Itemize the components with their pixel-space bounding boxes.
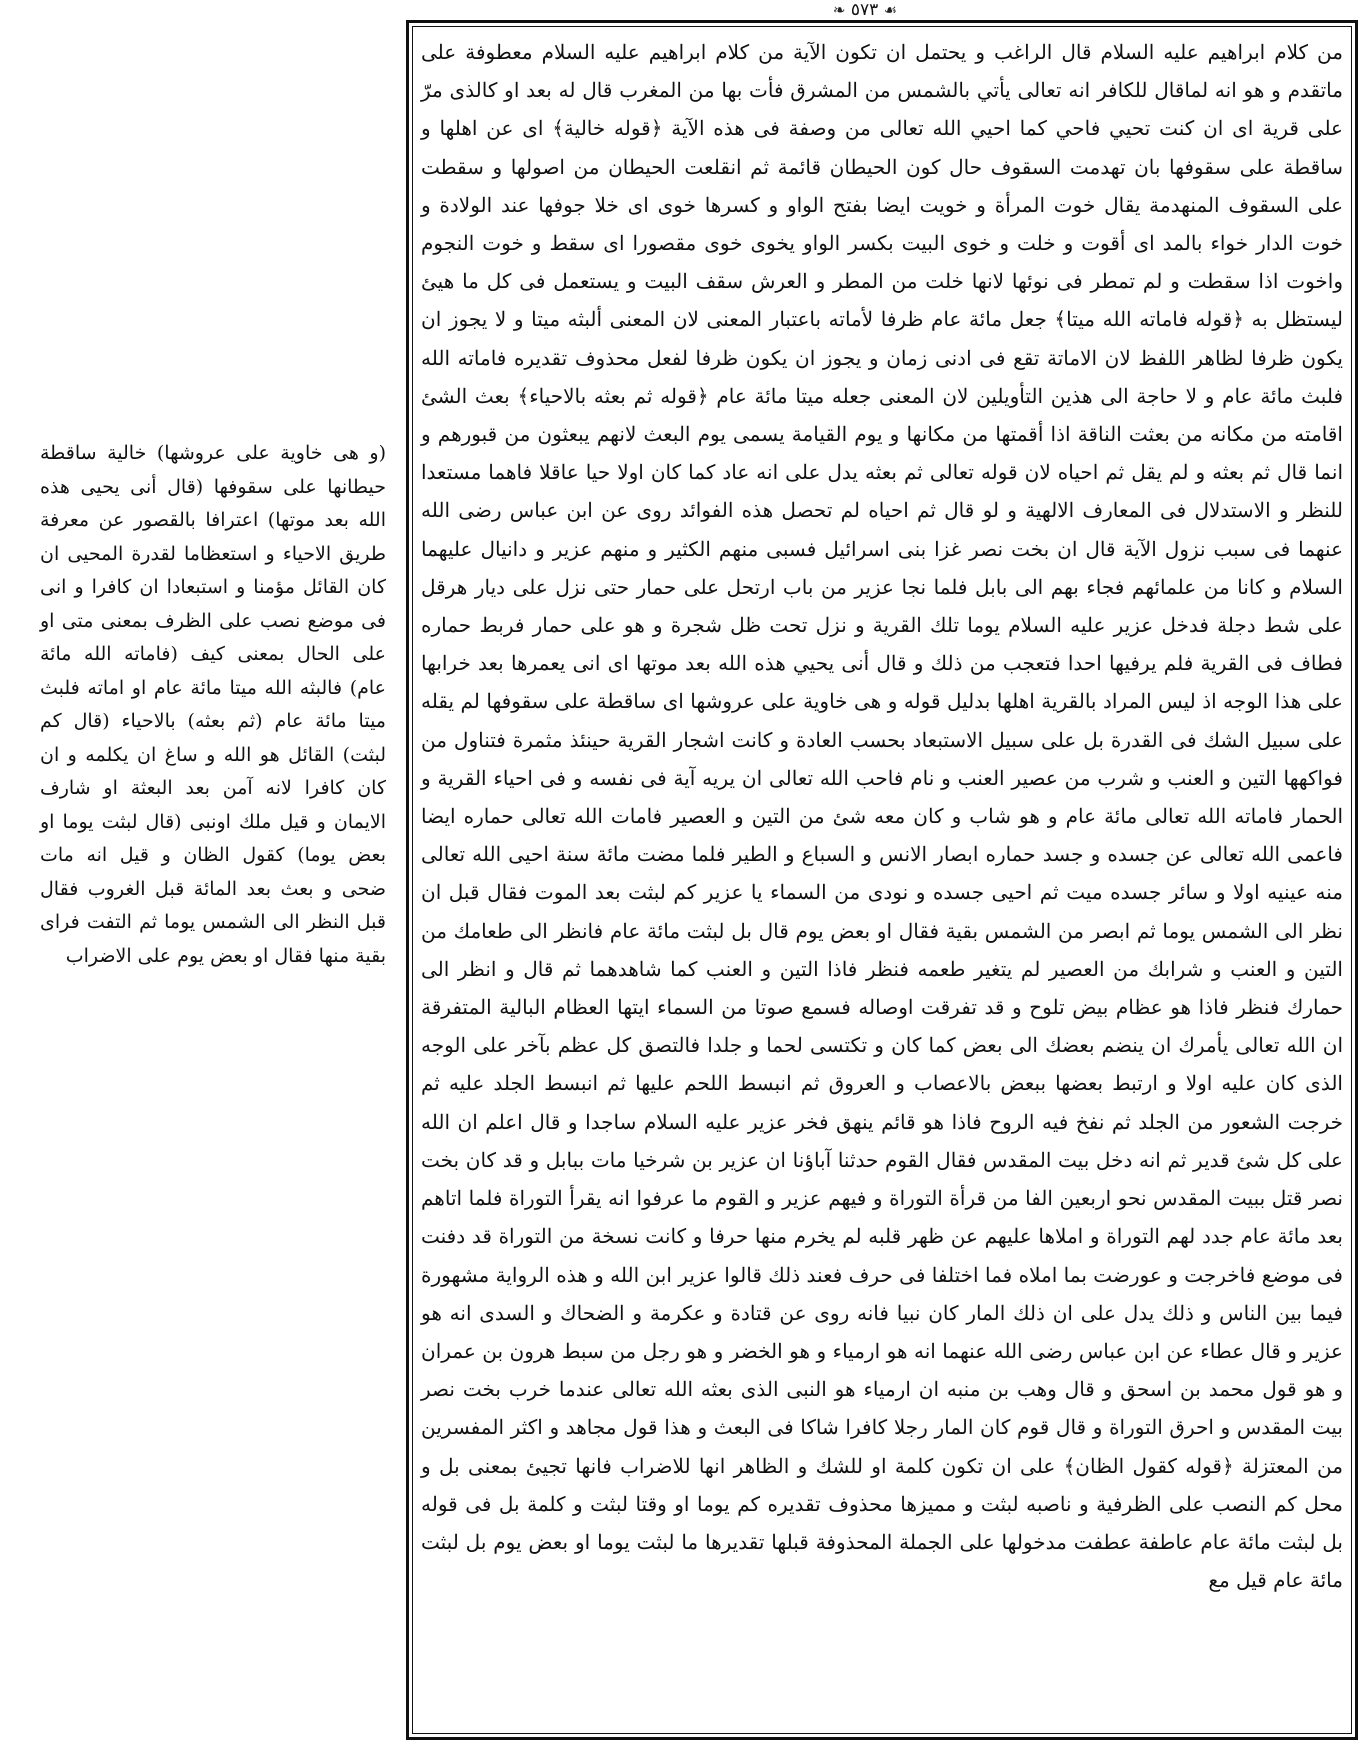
main-commentary bbox=[421, 33, 1343, 1599]
main-text-frame bbox=[406, 20, 1358, 1740]
main-commentary-paragraph: من كلام ابراهيم عليه السلام قال الراغب و يحتمل ان تكون الآية من كلام ابراهيم عليه السلام معطوفة على ماتقدم و هو انه لماقال للكافر انه تعالى يأتي بالشمس من المشرق فأت بها من المغرب قال له بعد او كالذى مرّ على قرية اى ان كنت تحيي فاحي كما احيي الله تعالى من وصفة فى هذه الآية ﴿قوله خالية﴾ اى عن اهلها و ساقطة على سقوفها بان تهدمت السقوف حال كون الحيطان قائمة ثم انقلعت الحيطان من اصولها و سقطت على السقوف المنهدمة يقال خوت المرأة و خويت ايضا بفتح الواو و كسرها خوى اى خلا جوفها عند الولادة و خوت الدار خواء بالمد اى أقوت و خلت و خوى البيت بكسر الواو يخوى خوى مقصورا اى سقط و خوت النجوم واخوت اذا سقطت و لم تمطر فى نوئها لانها خلت من المطر و العرش سقف البيت و يستعمل فى كل ما هيئ ليستظل به ﴿قوله فاماته الله ميتا﴾ جعل مائة عام ظرفا لأماته باعتبار المعنى لان المعنى ألبثه ميتا و لا يجوز ان يكون ظرفا لظاهر اللفظ لان الاماتة تقع فى ادنى زمان و يجوز ان يكون ظرفا لفعل محذوف تقديره فاماته الله فلبث مائة عام و لا حاجة الى هذين التأويلين لان المعنى جعله ميتا مائة عام ﴿قوله ثم بعثه بالاحياء﴾ بعث الشئ اقامته من مكانه من بعثت الناقة اذا أقمتها من مكانها و يوم القيامة يسمى يوم البعث لانهم يبعثون من قبورهم و انما قال ثم بعثه و لم يقل ثم احياه لان قوله تعالى ثم بعثه يدل على انه عاد كما كان اولا حيا عاقلا فاهما مستعدا للنظر و الاستدلال فى المعارف الالهية و لو قال ثم احياه لم تحصل هذه الفوائد روى عن ابن عباس رضى الله عنهما فى سبب نزول الآية قال ان بخت نصر غزا بنى اسرائيل فسبى منهم الكثير و منهم عزير و دانيال عليهما السلام و كانا من علمائهم فجاء بهم الى بابل فلما نجا عزير من باب ارتحل على حمار حتى نزل على ديار هرقل على شط دجلة فدخل عزير عليه السلام يوما تلك القرية و نزل تحت ظل شجرة و هو على حمار فربط حماره فطاف فى القرية فلم يرفيها احدا فتعجب من ذلك و قال أنى يحيي هذه الله بعد موتها اى انى يعمرها بعد خرابها على هذا الوجه اذ ليس المراد بالقرية اهلها بدليل قوله و هى خاوية على عروشها اى ساقطة على سقوفها لم يقله على سبيل الشك فى القدرة بل على سبيل الاستبعاد بحسب العادة و كانت اشجار القرية حينئذ مثمرة فتناول من فواكهها التين و العنب و شرب من عصير العنب و نام فاحب الله تعالى ان يريه آية فى نفسه و فى احياء القرية و الحمار فاماته الله تعالى مائة عام و هو شاب و كان معه شئ من التين و العصير فامات الله تعالى حماره ايضا فاعمى الله تعالى عن جسده و جسد حماره ابصار الانس و السباع و الطير فلما مضت مائة سنة احيى الله تعالى منه عينيه اولا و سائر جسده ميت ثم احيى جسده و نودى من السماء يا عزير كم لبثت بعد الموت فقال قبل ان نظر الى الشمس يوما ثم ابصر من الشمس بقية فقال او بعض يوم قال بل لبثت مائة عام فانظر الى طعامك من التين و العنب و شرابك من العصير لم يتغير طعمه فنظر فاذا التين و العنب كما شاهدهما ثم قال و انظر الى حمارك فنظر فاذا هو عظام بيض تلوح و قد تفرقت اوصاله فسمع صوتا من السماء ايتها العظام البالية المتفرقة ان الله تعالى يأمرك ان ينضم بعضك الى بعض كما كان و تكتسى لحما و جلدا فالتصق كل عظم بآخر على الوجه الذى كان عليه اولا و ارتبط بعضها ببعض بالاعصاب و العروق ثم انبسط اللحم عليها ثم انبسط الجلد عليه ثم خرجت الشعور من الجلد ثم نفخ فيه الروح فاذا هو قائم ينهق فخر عزير عليه السلام ساجدا و قال اعلم ان الله على كل شئ قدير ثم انه دخل بيت المقدس فقال القوم حدثنا آباؤنا ان عزير بن شرخيا مات ببابل و قد كان بخت نصر قتل ببيت المقدس نحو اربعين الفا من قرأة التوراة و فيهم عزير و القوم ما عرفوا انه يقرأ التوراة فلما اتاهم بعد مائة عام جدد لهم التوراة و املاها عليهم عن ظهر قلبه لم يخرم منها حرفا و كانت نسخة من التوراة قد دفنت فى موضع فاخرجت و عورضت بما املاه فما اختلفا فى حرف فعند ذلك قالوا عزير ابن الله و هذه الرواية مشهورة فيما بين الناس و ذلك يدل على ان ذلك المار كان نبيا فانه روى عن قتادة و عكرمة و الضحاك و السدى انه هو عزير و قال عطاء عن ابن عباس رضى الله عنهما انه هو ارمياء و هو الخضر و هو رجل من سبط هرون بن عمران و هو قول محمد بن اسحق و قال وهب بن منبه ان ارمياء هو النبى الذى بعثه الله تعالى عندما خرب بخت نصر بيت المقدس و احرق التوراة و قال قوم كان المار رجلا كافرا شاكا فى البعث و هذا قول مجاهد و اكثر المفسرين من المعتزلة ﴿قوله كقول الظان﴾ على ان تكون كلمة او للشك و الظاهر انها للاضراب فانها تجيئ بمعنى بل و محل كم النصب على الظرفية و ناصبه لبثت و مميزها محذوف تقديره كم يوما او وقتا لبثت و كلمة بل فى قوله بل لبثت مائة عام عاطفة عطفت مدخولها على الجملة المحذوفة قبلها تقديرها ما لبثت يوما او بعض يوم بل لبثت مائة عام قيل مع bbox=[421, 40, 1344, 1593]
ornament-left-icon: ❧ bbox=[832, 1, 846, 19]
margin-commentary-paragraph: (و هى خاوية على عروشها) خالية ساقطة حيطانها على سقوفها (قال أنى يحيى هذه الله بعد موتها) اعترافا بالقصور عن معرفة طريق الاحياء و استعظاما لقدرة المحيى ان كان القائل مؤمنا و استبعادا ان كافرا و انى فى موضع نصب على الظرف بمعنى متى او على الحال بمعنى كيف (فاماته الله مائة عام) فالبثه الله ميتا مائة عام او اماته فلبث ميتا مائة عام (ثم بعثه) بالاحياء (قال كم لبثت) القائل هو الله و ساغ ان يكلمه و ان كان كافرا لانه آمن بعد البعثة او شارف الايمان و قيل ملك اونبى (قال لبثت يوما او بعض يوما) كقول الظان و قيل انه مات ضحى و بعث بعد المائة قبل الغروب فقال قبل النظر الى الشمس يوما ثم التفت فراى بقية منها فقال او بعض يوم على الاضراب bbox=[40, 442, 386, 967]
margin-commentary bbox=[40, 437, 386, 973]
ornament-right-icon: ☙ bbox=[883, 1, 898, 19]
page-number-text: ٥٧٣ bbox=[850, 0, 879, 20]
